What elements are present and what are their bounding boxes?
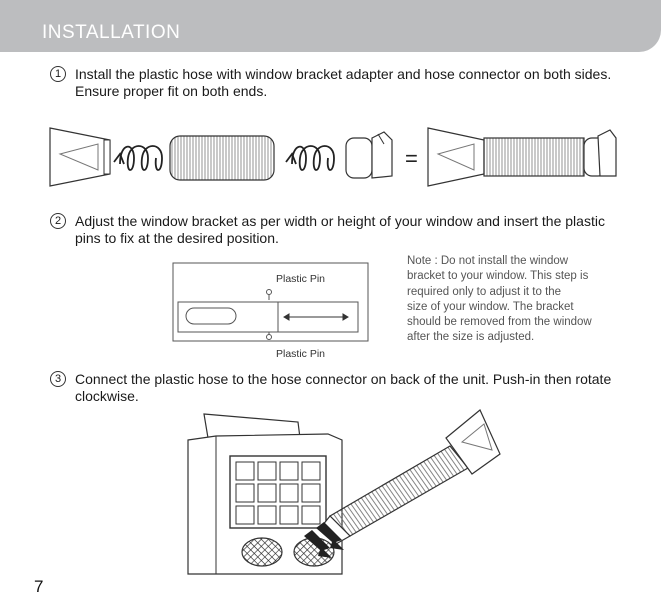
note-line-1: Note : Do not install the window xyxy=(407,255,569,267)
window-bracket-illustration xyxy=(172,262,372,352)
step-1-number: 1 xyxy=(50,66,66,82)
rotate-arrow-right xyxy=(286,146,334,170)
section-title: INSTALLATION xyxy=(42,22,181,43)
window-bracket-adapter-left xyxy=(50,128,110,186)
note-line-3: required only to adjust it to the xyxy=(407,285,562,298)
exhaust-hose xyxy=(322,410,500,544)
note-line-5: should be removed from the window xyxy=(407,316,592,329)
plastic-pin-top-label: Plastic Pin xyxy=(276,273,326,285)
assembled-hose xyxy=(428,128,616,186)
portable-ac-unit xyxy=(188,434,342,574)
hose-segment-left xyxy=(170,136,274,180)
step-3-number: 3 xyxy=(50,371,66,387)
step-1-line-1: Install the plastic hose with window bracket adapter and hose connector on both sides. xyxy=(75,66,612,82)
unit-hose-connection-illustration xyxy=(180,408,520,578)
step-3-line-2: clockwise. xyxy=(75,388,139,404)
note-text xyxy=(407,254,627,346)
note-line-2: bracket to your window. This step is xyxy=(407,270,589,283)
page-number: 7 xyxy=(34,577,44,596)
step-2-line-1: Adjust the window bracket as per width or height of your window and insert the plastic xyxy=(75,213,605,229)
step-2-text xyxy=(75,213,635,247)
vent-left xyxy=(242,538,282,566)
section-header xyxy=(0,0,661,52)
plastic-pin-bottom-label: Plastic Pin xyxy=(276,348,326,360)
step-2-number: 2 xyxy=(50,213,66,229)
step-1-text xyxy=(75,66,635,100)
note-line-6: after the size is adjusted. xyxy=(407,331,535,344)
note-line-4: size of your window. The bracket xyxy=(407,300,574,313)
hose-assembly-illustration xyxy=(0,118,661,198)
step-2-line-2: pins to fix at the desired position. xyxy=(75,230,279,246)
step-3-line-1: Connect the plastic hose to the hose connector on back of the unit. Push-in then rotate xyxy=(75,371,612,387)
step-3-text xyxy=(75,371,635,405)
hose-connector xyxy=(346,132,392,178)
step-1-line-2: Ensure proper fit on both ends. xyxy=(75,83,268,99)
equals-sign: = xyxy=(405,146,418,171)
rotate-arrow-left xyxy=(114,146,162,170)
